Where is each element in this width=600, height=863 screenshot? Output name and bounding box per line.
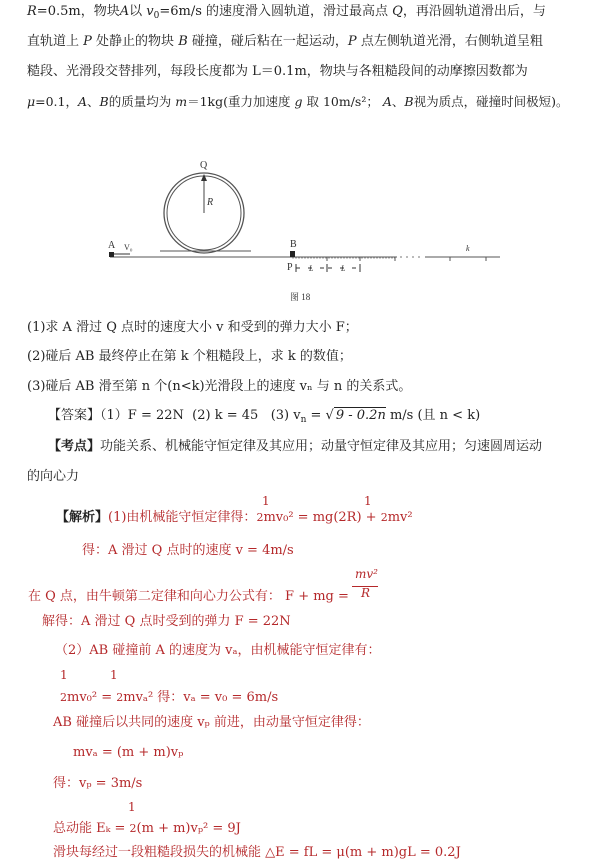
fraction-numerator: 1 — [60, 668, 68, 682]
figure-18 — [0, 0, 600, 320]
kaodian-line: 【考点】功能关系、机械能守恒定律及其应用；动量守恒定律及其应用；匀速圆周运动 — [48, 439, 543, 454]
question-1: (1)求 A 滑过 Q 点时的速度大小 v 和受到的弹力大小 F； — [27, 320, 358, 335]
fraction-numerator: 1 — [364, 494, 372, 508]
problem-line-1: R=0.5m，物块A以 $v_0=6m/s$ 的速度滑入圆轨道，滑过最高点 Q，再沿圆轨道滑出后，与 — [27, 4, 546, 21]
arrow-head-icon — [201, 174, 207, 181]
figure-caption: 图 18 — [290, 292, 311, 302]
fraction-numerator: 1 — [128, 800, 136, 814]
kaodian-line-2: 的向心力 — [27, 469, 80, 484]
label-p: P — [287, 262, 293, 273]
label-k: k — [466, 244, 470, 253]
solution-line-6: 2mv₀² = 2mvₐ² 得：vₐ = v₀ = 6m/s — [60, 690, 279, 705]
label-v0: V₀ — [124, 243, 133, 252]
problem-line-3: 糙段、光滑段交替排列，每段长度都为 L＝0.1m，物块与各粗糙段间的动摩擦因数都为 — [27, 64, 528, 79]
label-b: B — [290, 239, 297, 250]
solution-line-4: 解得：A 滑过 Q 点时受到的弹力 F = 22N — [42, 614, 291, 629]
length-markers — [296, 264, 360, 272]
label-r: R — [207, 197, 214, 208]
label-q: Q — [200, 160, 208, 171]
fraction-numerator: mv² — [355, 567, 378, 581]
solution-line-3: 在 Q 点，由牛顿第二定律和向心力公式有： F + mg = — [28, 589, 349, 604]
solution-line-11: 滑块每经过一段粗糙段损失的机械能 △E = fL = μ(m + m)gL = 0.2J — [53, 845, 461, 860]
problem-line-2: 直轨道上 P 处静止的物块 B 碰撞，碰后粘在一起运动，P 点左侧轨道光滑，右侧轨道呈粗 — [27, 34, 543, 49]
block-b — [290, 251, 295, 257]
fraction-numerator: 1 — [262, 494, 270, 508]
solution-line-8: mvₐ = (m + m)vₚ — [73, 745, 184, 760]
problem-line-4: μ=0.1，A、B的质量均为 m＝1kg(重力加速度 g 取 10m/s²； A、B视为质点，碰撞时间极短)。 — [27, 94, 569, 109]
solution-line-5: （2）AB 碰撞前 A 的速度为 vₐ，由机械能守恒定律有： — [55, 643, 381, 658]
label-l1: L — [309, 264, 314, 273]
fraction-denominator: R — [361, 586, 371, 600]
label-a: A — [108, 240, 116, 251]
solution-line-7: AB 碰撞后以共同的速度 vₚ 前进，由动量守恒定律得： — [53, 715, 370, 730]
block-a — [109, 252, 114, 257]
label-l2: L — [341, 264, 346, 273]
solution-line-1: 【解析】(1)由机械能守恒定律得：2mv₀² = mg(2R) + 2mv² — [56, 510, 413, 525]
fraction-numerator: 1 — [110, 668, 118, 682]
solution-line-2: 得：A 滑过 Q 点时的速度 v = 4m/s — [82, 543, 294, 558]
answer-line: 【答案】（1）F = 22N (2) k = 45 (3) $v_n$ = √ 9 - 0.2n m/s (且 n < k) — [48, 408, 481, 425]
question-2: (2)碰后 AB 最终停止在第 k 个粗糙段上，求 k 的数值； — [27, 349, 352, 364]
question-3: (3)碰后 AB 滑至第 n 个(n<k)光滑段上的速度 vₙ 与 n 的关系式。 — [27, 379, 412, 394]
solution-line-10: 总动能 Eₖ = 2(m + m)vₚ² = 9J — [53, 821, 241, 836]
solution-line-9: 得：vₚ = 3m/s — [53, 776, 143, 791]
